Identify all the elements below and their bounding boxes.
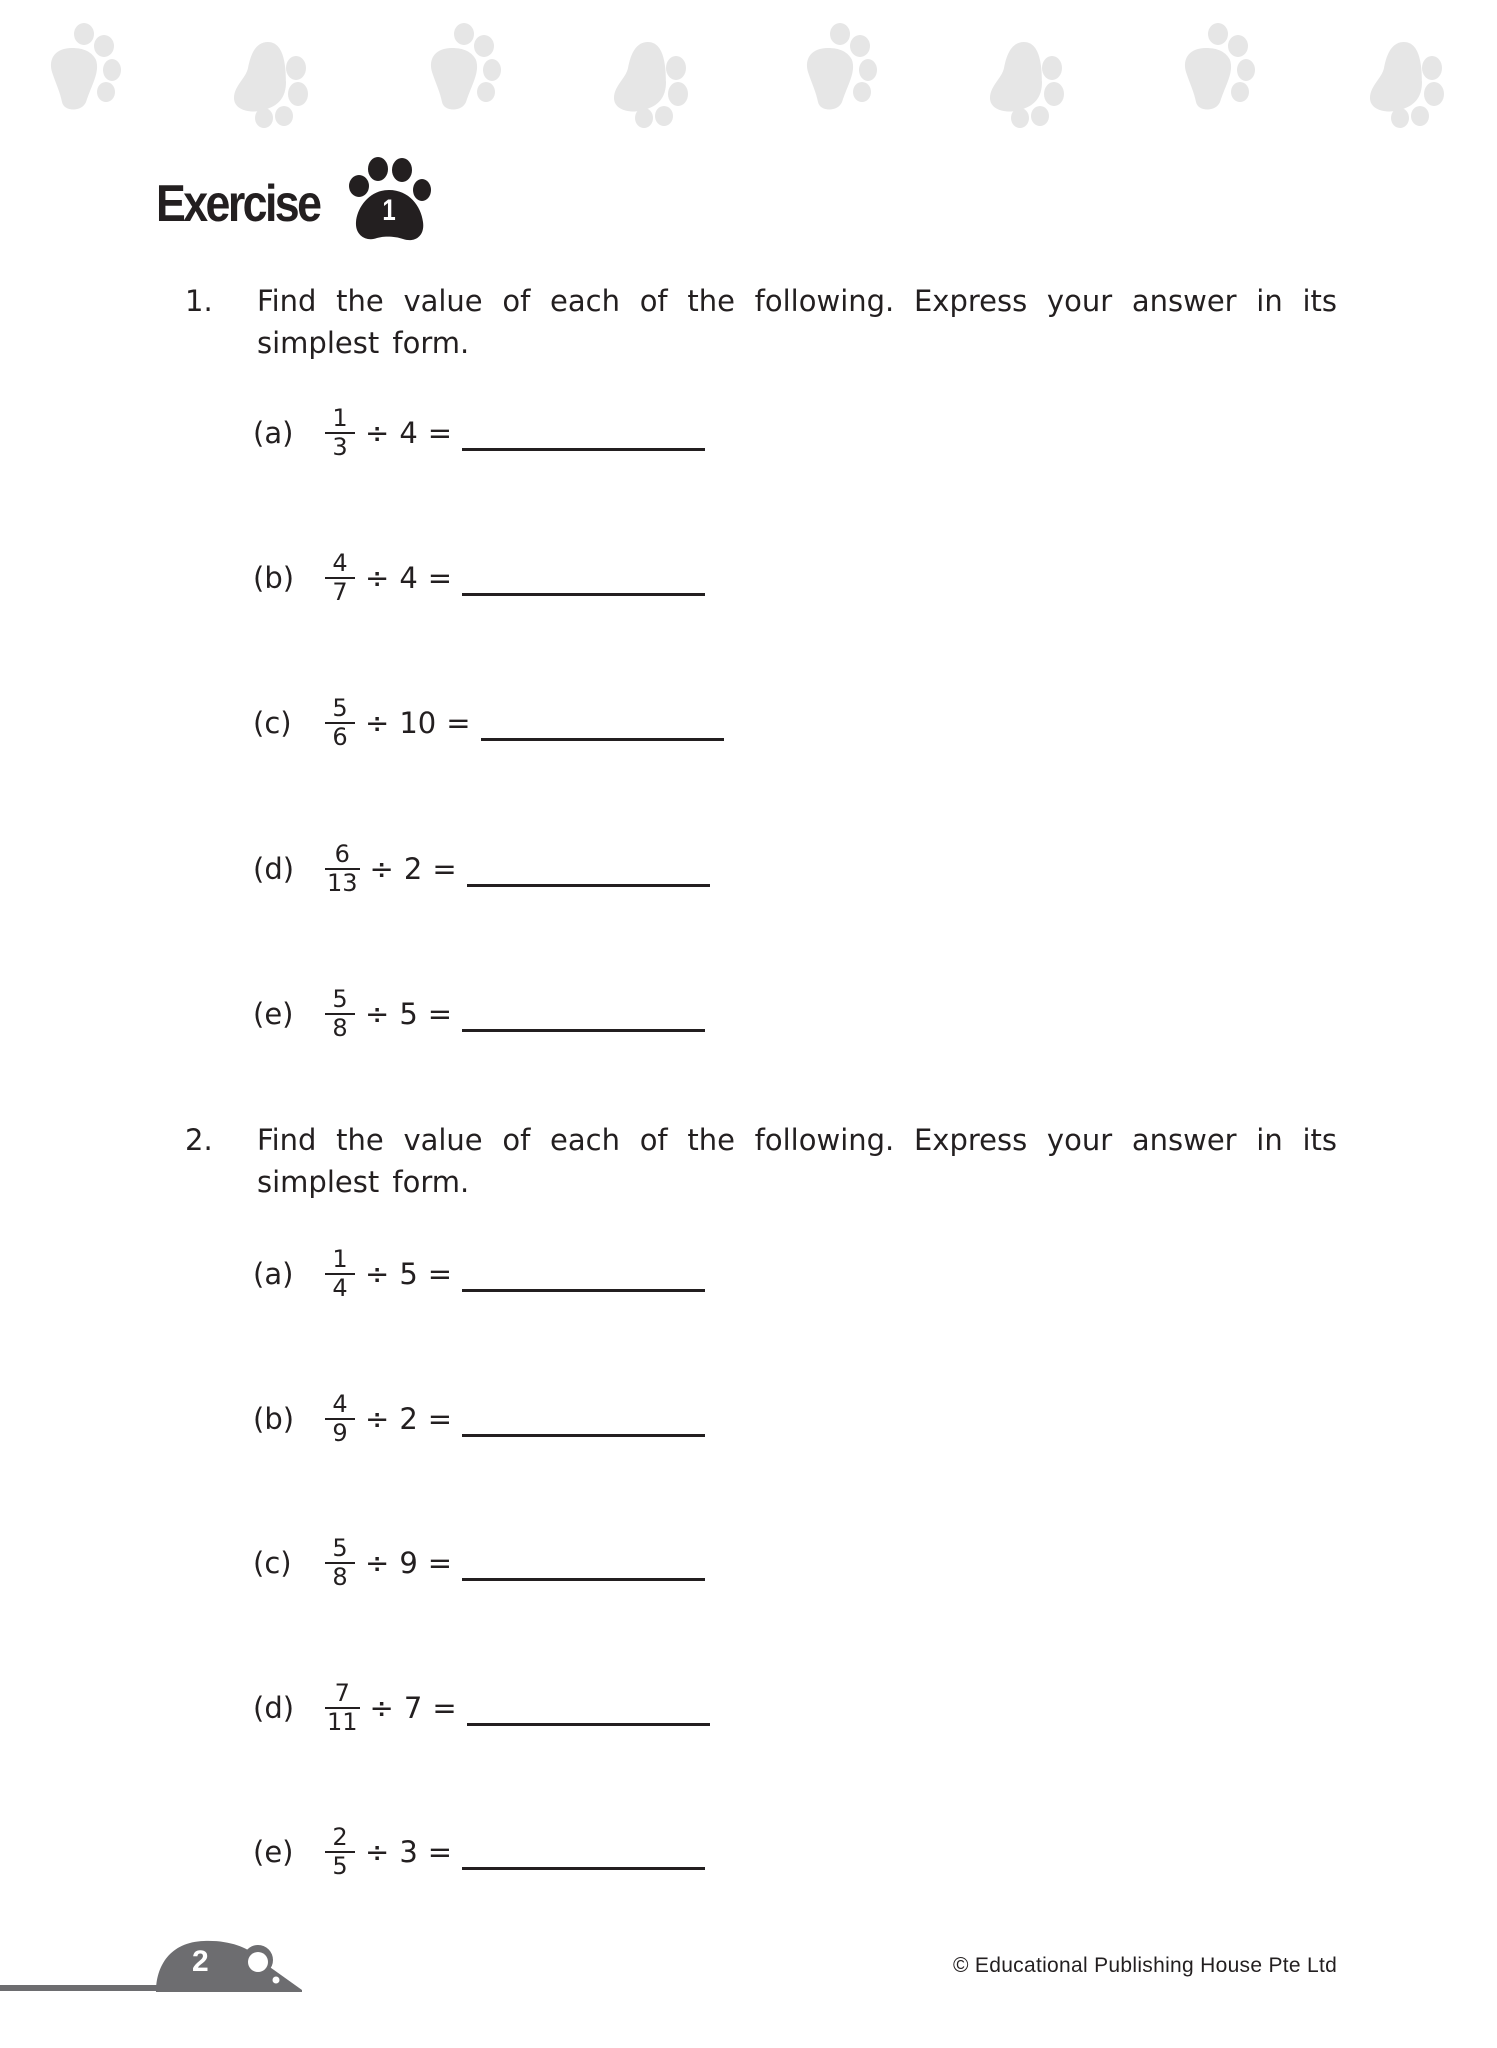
- question-item: [253, 403, 705, 463]
- answer-blank[interactable]: [467, 884, 710, 887]
- paw-print-icon: [802, 22, 882, 112]
- divisor: 3: [399, 1835, 418, 1869]
- answer-blank[interactable]: [462, 448, 705, 451]
- fraction-denominator: 11: [327, 1708, 358, 1736]
- divide-sign: ÷: [365, 1835, 390, 1869]
- fraction-denominator: 9: [332, 1419, 348, 1447]
- paw-print-icon: [46, 22, 126, 112]
- question-item: [253, 693, 724, 753]
- fraction: [325, 1824, 355, 1880]
- equals-sign: =: [446, 706, 471, 740]
- equals-sign: =: [427, 997, 453, 1031]
- question-prompt: Find the value of each of the following. Express your answer in its simplest form.: [257, 284, 1337, 360]
- fraction-denominator: 8: [332, 1014, 348, 1042]
- divide-sign: ÷: [365, 1402, 390, 1436]
- fraction-denominator: 7: [332, 578, 348, 606]
- copyright-notice: © Educational Publishing House Pte Ltd: [953, 1954, 1338, 1977]
- fraction: [325, 841, 360, 897]
- paw-print-icon: [1180, 22, 1260, 112]
- exercise-heading: [156, 175, 346, 233]
- fraction-denominator: 8: [332, 1563, 348, 1591]
- divisor: 5: [399, 1257, 418, 1291]
- divide-sign: ÷: [369, 852, 394, 886]
- question-item: [253, 1533, 705, 1593]
- question-item: [253, 839, 710, 899]
- divide-sign: ÷: [365, 1546, 390, 1580]
- item-label: (a): [253, 416, 294, 450]
- fraction-numerator: 2: [332, 1823, 348, 1851]
- page-number: 2: [192, 1945, 209, 1978]
- fraction: [325, 550, 355, 606]
- exercise-number: 1: [382, 194, 396, 227]
- footer-rule: [0, 1985, 170, 1991]
- item-label: (b): [253, 561, 295, 595]
- answer-blank[interactable]: [462, 1029, 705, 1032]
- paw-print-icon: [988, 38, 1068, 128]
- fraction: [325, 986, 355, 1042]
- paw-print-icon: [426, 22, 506, 112]
- fraction-denominator: 4: [332, 1274, 348, 1302]
- mouse-icon: [152, 1936, 306, 1994]
- fraction: [325, 1391, 355, 1447]
- divide-sign: ÷: [365, 416, 390, 450]
- paw-print-icon: [1368, 38, 1448, 128]
- divisor: 5: [399, 997, 418, 1031]
- item-label: (a): [253, 1257, 294, 1291]
- item-label: (b): [253, 1402, 295, 1436]
- exercise-number-badge: [345, 156, 433, 244]
- divide-sign: ÷: [365, 1257, 390, 1291]
- question-item: [253, 1244, 705, 1304]
- divisor: 10: [399, 706, 437, 740]
- divisor: 4: [399, 561, 418, 595]
- fraction-denominator: 13: [327, 869, 358, 897]
- divisor: 2: [399, 1402, 418, 1436]
- answer-blank[interactable]: [462, 593, 705, 596]
- divide-sign: ÷: [365, 561, 390, 595]
- answer-blank[interactable]: [481, 738, 724, 741]
- answer-blank[interactable]: [462, 1289, 705, 1292]
- fraction: [325, 1680, 360, 1736]
- question-item: [253, 1389, 705, 1449]
- divide-sign: ÷: [365, 706, 390, 740]
- divisor: 9: [399, 1546, 418, 1580]
- item-label: (c): [253, 1546, 292, 1580]
- fraction-numerator: 4: [332, 1390, 348, 1418]
- equals-sign: =: [432, 1691, 457, 1725]
- divide-sign: ÷: [365, 997, 390, 1031]
- question-number: 1.: [185, 284, 213, 318]
- item-label: (d): [253, 852, 295, 886]
- question-item: [253, 984, 705, 1044]
- equals-sign: =: [432, 852, 457, 886]
- equals-sign: =: [427, 1835, 453, 1869]
- fraction-numerator: 1: [332, 1245, 348, 1273]
- divisor: 7: [403, 1691, 423, 1725]
- fraction: [325, 695, 355, 751]
- equals-sign: =: [427, 561, 453, 595]
- question-item: [253, 548, 705, 608]
- fraction-numerator: 6: [334, 840, 350, 868]
- equals-sign: =: [427, 1546, 453, 1580]
- answer-blank[interactable]: [462, 1434, 705, 1437]
- equals-sign: =: [427, 1257, 453, 1291]
- paw-print-icon: [232, 38, 312, 128]
- fraction-numerator: 4: [332, 549, 348, 577]
- fraction: [325, 1246, 355, 1302]
- question-number: 2.: [185, 1123, 213, 1157]
- item-label: (d): [253, 1691, 295, 1725]
- question-prompt: Find the value of each of the following. Express your answer in its simplest form.: [257, 1123, 1337, 1199]
- fraction-denominator: 6: [332, 723, 348, 751]
- equals-sign: =: [427, 1402, 453, 1436]
- answer-blank[interactable]: [462, 1867, 705, 1870]
- question-item: [253, 1678, 710, 1738]
- item-label: (c): [253, 706, 292, 740]
- divisor: 4: [399, 416, 418, 450]
- item-label: (e): [253, 1835, 294, 1869]
- fraction: [325, 1535, 355, 1591]
- fraction-numerator: 5: [332, 694, 348, 722]
- equals-sign: =: [427, 416, 453, 450]
- exercise-title: Exercise: [156, 175, 320, 233]
- answer-blank[interactable]: [462, 1578, 705, 1581]
- fraction-numerator: 5: [332, 1534, 348, 1562]
- fraction: [325, 405, 355, 461]
- question-item: [253, 1822, 705, 1882]
- fraction-numerator: 5: [332, 985, 348, 1013]
- divide-sign: ÷: [369, 1691, 394, 1725]
- divisor: 2: [403, 852, 423, 886]
- fraction-denominator: 5: [332, 1852, 348, 1880]
- fraction-numerator: 1: [332, 404, 348, 432]
- fraction-numerator: 7: [334, 1679, 350, 1707]
- fraction-denominator: 3: [332, 433, 348, 461]
- paw-print-icon: [612, 38, 692, 128]
- item-label: (e): [253, 997, 294, 1031]
- answer-blank[interactable]: [467, 1723, 710, 1726]
